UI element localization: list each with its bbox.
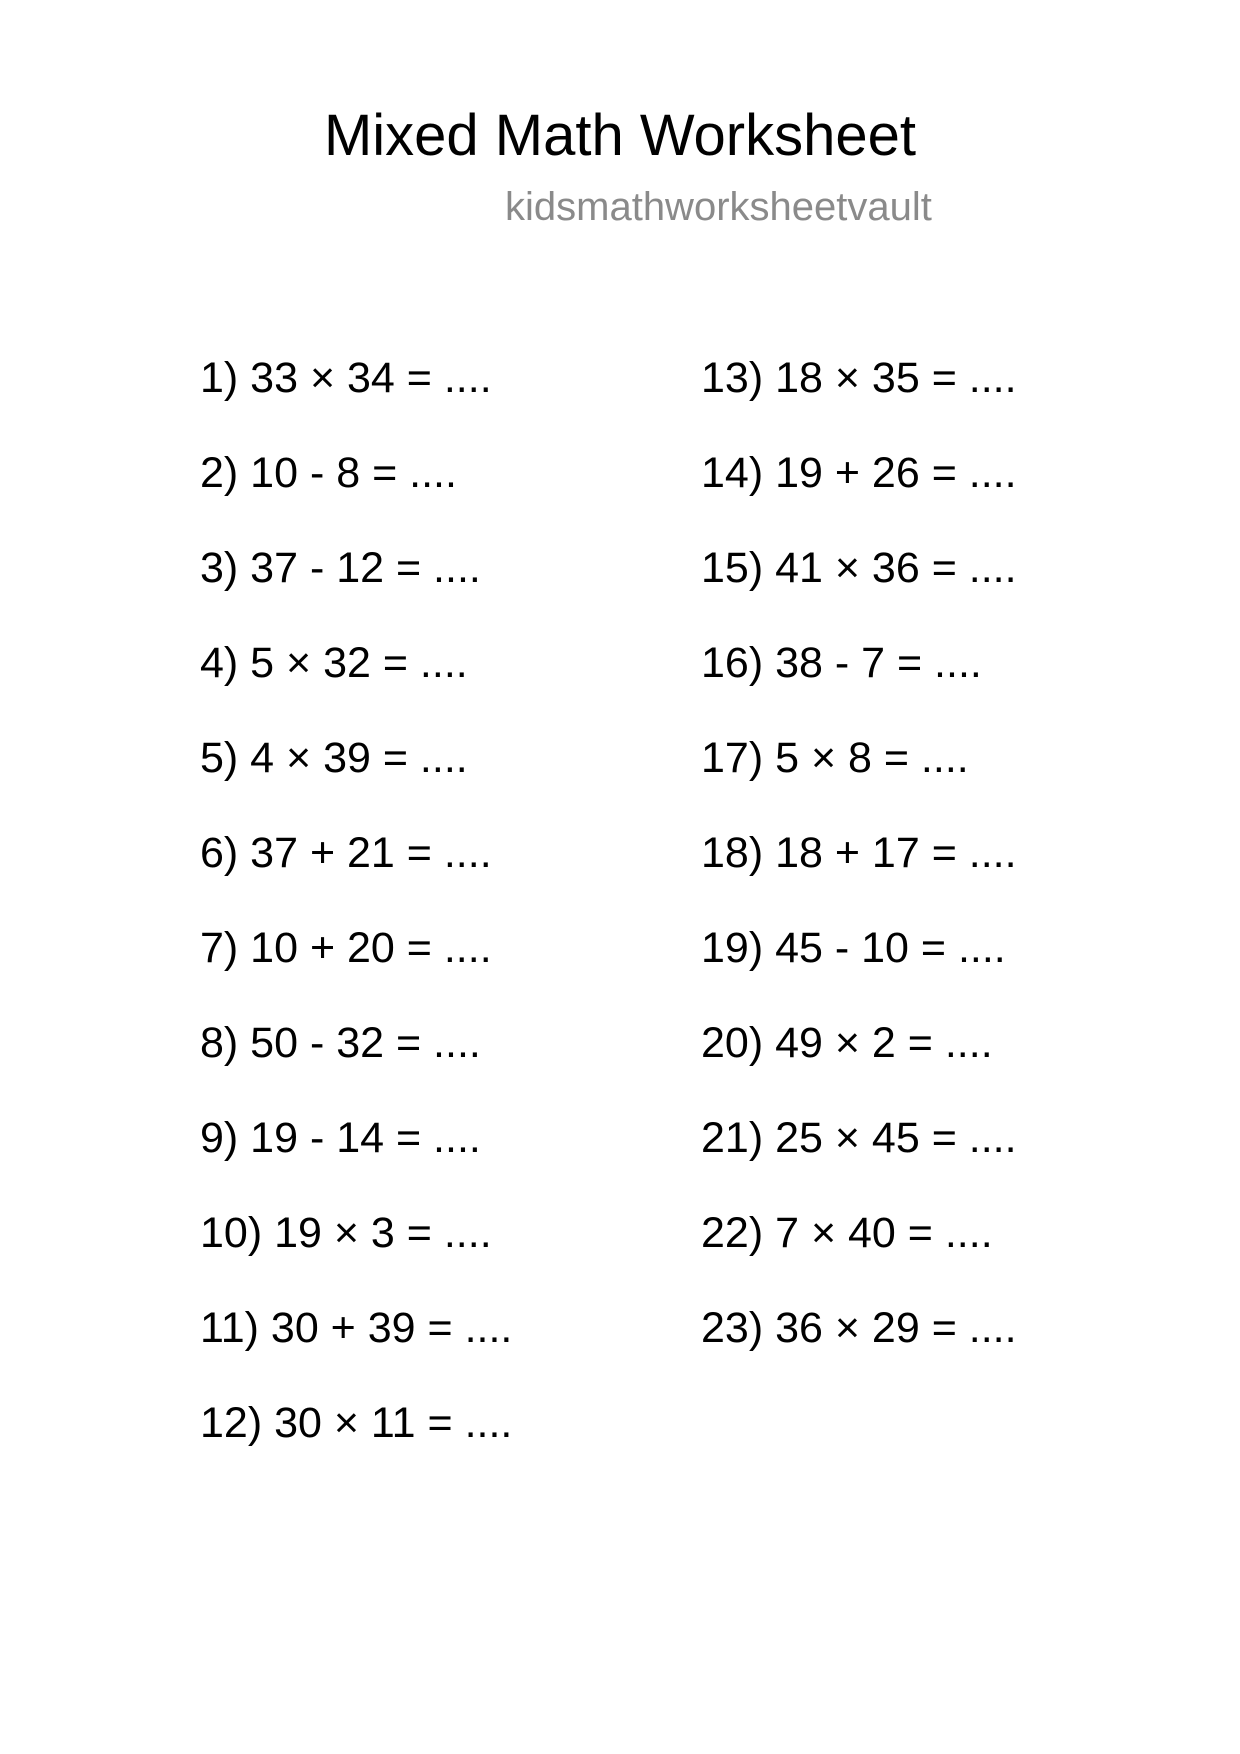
problem-6: 6) 37 + 21 = .... <box>200 829 492 877</box>
problem-7: 7) 10 + 20 = .... <box>200 924 492 972</box>
problem-23: 23) 36 × 29 = .... <box>701 1304 1017 1352</box>
problem-15: 15) 41 × 36 = .... <box>701 544 1017 592</box>
problem-8: 8) 50 - 32 = .... <box>200 1019 481 1067</box>
worksheet-title: Mixed Math Worksheet <box>323 103 917 168</box>
problem-18: 18) 18 + 17 = .... <box>701 829 1017 877</box>
problem-11: 11) 30 + 39 = .... <box>200 1304 513 1352</box>
worksheet-source: kidsmathworksheetvault <box>505 185 932 229</box>
problem-13: 13) 18 × 35 = .... <box>701 354 1017 402</box>
problem-1: 1) 33 × 34 = .... <box>200 354 492 402</box>
problem-19: 19) 45 - 10 = .... <box>701 924 1006 972</box>
problem-column-left <box>200 348 512 1488</box>
problem-4: 4) 5 × 32 = .... <box>200 639 468 687</box>
problem-5: 5) 4 × 39 = .... <box>200 734 468 782</box>
problem-14: 14) 19 + 26 = .... <box>701 449 1017 497</box>
problem-12: 12) 30 × 11 = .... <box>200 1399 513 1447</box>
problem-17: 17) 5 × 8 = .... <box>701 734 969 782</box>
problem-22: 22) 7 × 40 = .... <box>701 1209 993 1257</box>
problem-21: 21) 25 × 45 = .... <box>701 1114 1017 1162</box>
problem-20: 20) 49 × 2 = .... <box>701 1019 993 1067</box>
problem-10: 10) 19 × 3 = .... <box>200 1209 492 1257</box>
problem-16: 16) 38 - 7 = .... <box>701 639 982 687</box>
problem-2: 2) 10 - 8 = .... <box>200 449 457 497</box>
problem-9: 9) 19 - 14 = .... <box>200 1114 481 1162</box>
problem-column-right <box>701 348 1017 1393</box>
problem-3: 3) 37 - 12 = .... <box>200 544 481 592</box>
